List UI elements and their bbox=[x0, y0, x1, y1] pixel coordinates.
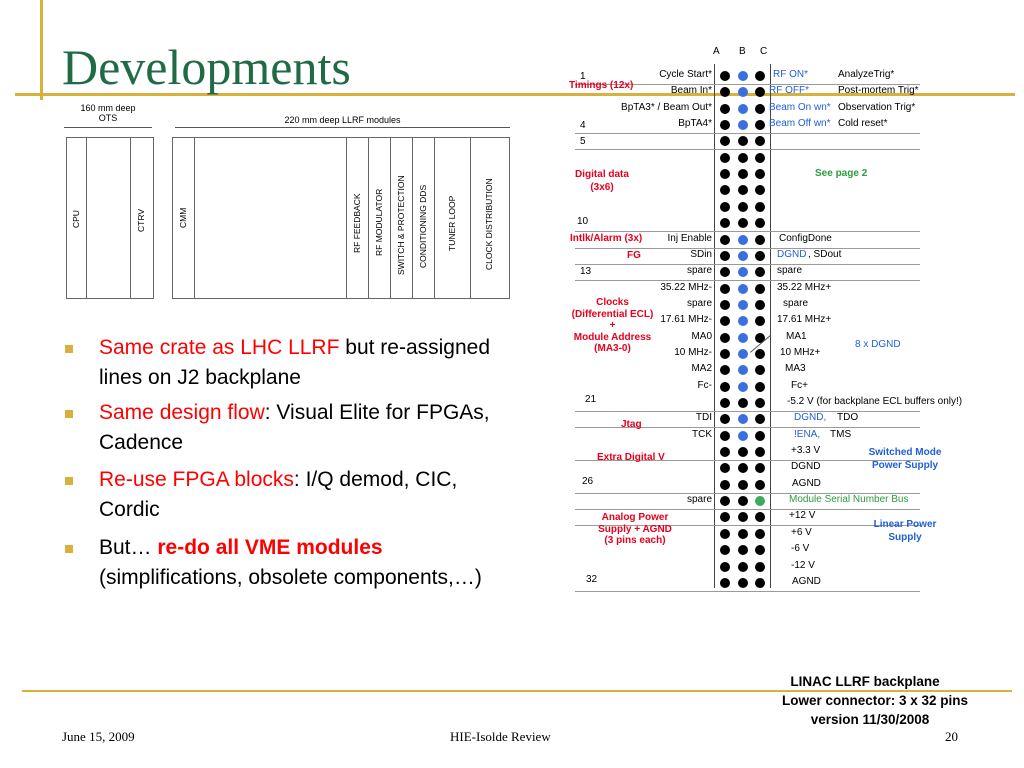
switched-mode-note: Switched Mode Power Supply bbox=[868, 447, 942, 471]
pin-A24 bbox=[720, 447, 730, 457]
row-separator bbox=[575, 264, 920, 265]
row-number: 32 bbox=[586, 574, 598, 585]
row-separator bbox=[575, 591, 920, 592]
pin-label-c: TMS bbox=[830, 429, 852, 440]
bullet-marker bbox=[65, 545, 73, 553]
pin-label-a: 17.61 MHz- bbox=[660, 314, 712, 325]
pin-B29 bbox=[738, 529, 748, 539]
pin-label-b: Beam On wn* bbox=[769, 102, 831, 113]
pin-label-a: SDin bbox=[690, 249, 712, 260]
row-separator bbox=[575, 231, 920, 232]
pin-A14 bbox=[720, 284, 730, 294]
pin-label-c: , SDout bbox=[808, 249, 842, 260]
slot-clock-distribution bbox=[470, 137, 510, 299]
pin-C24 bbox=[755, 447, 765, 457]
pin-A6 bbox=[720, 153, 730, 163]
row-number: 13 bbox=[580, 266, 592, 277]
slot-switch-protection bbox=[390, 137, 414, 299]
footer-title: HIE-Isolde Review bbox=[450, 729, 551, 744]
pin-label-a: Cycle Start* bbox=[659, 69, 712, 80]
bullet-highlight: Same design flow bbox=[99, 401, 265, 424]
pin-label-c: DGND bbox=[791, 461, 821, 472]
pin-A9 bbox=[720, 202, 730, 212]
pin-A29 bbox=[720, 529, 730, 539]
pin-label-a: spare bbox=[686, 298, 712, 309]
row-number: 26 bbox=[582, 476, 594, 487]
pin-label-c: -12 V bbox=[791, 560, 815, 571]
pin-B12 bbox=[738, 251, 748, 261]
pin-label-c: AGND bbox=[792, 478, 821, 489]
bullet-item bbox=[99, 398, 494, 458]
pin-label-a: Beam In* bbox=[670, 85, 712, 96]
row-separator bbox=[575, 149, 920, 150]
row-separator bbox=[575, 509, 920, 510]
slot-conditioning-dds bbox=[412, 137, 436, 299]
caption-line-1: LINAC LLRF backplane bbox=[790, 674, 940, 689]
pin-B24 bbox=[738, 447, 748, 457]
slot-llrf-spacer bbox=[194, 137, 348, 299]
pin-B23 bbox=[738, 431, 748, 441]
slot-tuner-loop bbox=[434, 137, 472, 299]
bullet-highlight: re-do all VME modules bbox=[157, 536, 383, 559]
pin-C23 bbox=[755, 431, 765, 441]
row-separator bbox=[575, 411, 920, 412]
column-header-b: B bbox=[739, 46, 746, 57]
bullet-highlight: Same crate as LHC LLRF bbox=[99, 336, 340, 359]
accent-vertical-line bbox=[40, 0, 43, 100]
group-label-clocks: Clocks (Differential ECL) + Module Address (MA3-0) bbox=[571, 297, 654, 354]
pin-label-c: -6 V bbox=[791, 543, 810, 554]
pin-B20 bbox=[738, 382, 748, 392]
pin-A20 bbox=[720, 382, 730, 392]
row-number: 10 bbox=[577, 216, 589, 227]
pin-B32 bbox=[738, 578, 748, 588]
group-label-extra-digital: Extra Digital V bbox=[597, 452, 665, 463]
pin-label-c: AGND bbox=[792, 576, 821, 587]
module-label: SWITCH & PROTECTION bbox=[396, 175, 406, 275]
accent-bottom-rule bbox=[22, 690, 1012, 692]
pin-C3 bbox=[755, 104, 765, 114]
pin-label-c: Post-mortem Trig* bbox=[838, 85, 919, 96]
pin-A15 bbox=[720, 300, 730, 310]
pin-C15 bbox=[755, 300, 765, 310]
pin-label-b: RF OFF* bbox=[769, 85, 809, 96]
module-label: RF FEEDBACK bbox=[352, 193, 362, 253]
bullet-marker bbox=[65, 477, 73, 485]
linear-power-note: Linear Power Supply bbox=[873, 519, 937, 543]
pin-C6 bbox=[755, 153, 765, 163]
pin-B15 bbox=[738, 300, 748, 310]
pin-C18 bbox=[755, 349, 765, 359]
pin-A23 bbox=[720, 431, 730, 441]
pin-B3 bbox=[738, 104, 748, 114]
bullet-item bbox=[99, 333, 494, 393]
slot-rf-modulator bbox=[368, 137, 392, 299]
module-label: TUNER LOOP bbox=[447, 195, 457, 251]
pin-label-a: spare bbox=[686, 265, 712, 276]
pin-label-c: spare bbox=[783, 298, 809, 309]
slot-cmm bbox=[172, 137, 196, 299]
pin-label-a: spare bbox=[686, 494, 712, 505]
pin-C26 bbox=[755, 480, 765, 490]
pin-label-c: spare bbox=[777, 265, 803, 276]
group-label-digital-data: Digital data (3x6) bbox=[575, 169, 629, 193]
pin-A21 bbox=[720, 398, 730, 408]
llrf-depth-label: 220 mm deep LLRF modules bbox=[284, 115, 401, 125]
page-number: 20 bbox=[945, 729, 958, 744]
llrf-depth-arrow bbox=[175, 127, 510, 128]
pin-A4 bbox=[720, 120, 730, 130]
pin-B9 bbox=[738, 202, 748, 212]
module-label: RF MODULATOR bbox=[374, 188, 384, 256]
see-page-note: See page 2 bbox=[815, 168, 868, 179]
pin-label-a: Fc- bbox=[697, 380, 712, 391]
pin-A31 bbox=[720, 562, 730, 572]
pin-C31 bbox=[755, 562, 765, 572]
bullet-marker bbox=[65, 410, 73, 418]
module-label: CTRV bbox=[136, 209, 146, 232]
module-label: CLOCK DISTRIBUTION bbox=[484, 178, 494, 270]
bullet-text: (simplifications, obsolete components,…) bbox=[99, 566, 482, 589]
pin-B11 bbox=[738, 235, 748, 245]
row-number: 1 bbox=[580, 71, 586, 82]
pin-C20 bbox=[755, 382, 765, 392]
pin-label-b: Beam Off wn* bbox=[769, 118, 831, 129]
pin-B18 bbox=[738, 349, 748, 359]
pin-A1 bbox=[720, 71, 730, 81]
slot-ctrv bbox=[130, 137, 154, 299]
pin-label-a: TDI bbox=[695, 412, 712, 423]
pin-C21 bbox=[755, 398, 765, 408]
group-label-interlock: Intlk/Alarm (3x) bbox=[570, 233, 643, 244]
pin-B1 bbox=[738, 71, 748, 81]
pin-label-c: DGND bbox=[777, 249, 807, 260]
pin-B6 bbox=[738, 153, 748, 163]
pin-C29 bbox=[755, 529, 765, 539]
row-number: 5 bbox=[580, 136, 586, 147]
row-number: 4 bbox=[580, 120, 586, 131]
pin-label-a: BpTA4* bbox=[678, 118, 712, 129]
row-number: 21 bbox=[585, 394, 597, 405]
bullet-text: : Visual Elite for FPGAs, Cadence bbox=[99, 401, 490, 454]
dgnd-count-note: 8 x DGND bbox=[855, 339, 901, 350]
group-label-timings: Timings (12x) bbox=[569, 80, 634, 91]
bullet-marker bbox=[65, 345, 73, 353]
caption-line-2: Lower connector: 3 x 32 pins bbox=[781, 693, 969, 708]
pin-label-a: BpTA3* / Beam Out* bbox=[621, 102, 712, 113]
group-label-jtag: Jtag bbox=[621, 419, 642, 430]
pin-label-c: ConfigDone bbox=[779, 233, 832, 244]
group-label-analog-power: Analog Power Supply + AGND (3 pins each) bbox=[598, 512, 672, 546]
pin-A32 bbox=[720, 578, 730, 588]
pin-B17 bbox=[738, 333, 748, 343]
pin-C4 bbox=[755, 120, 765, 130]
pin-A11 bbox=[720, 235, 730, 245]
bullet-item bbox=[99, 465, 494, 525]
pin-A17 bbox=[720, 333, 730, 343]
pin-label-c: DGND, bbox=[794, 412, 827, 423]
pin-label-c: +6 V bbox=[791, 527, 812, 538]
row-separator bbox=[575, 133, 920, 134]
pin-A18 bbox=[720, 349, 730, 359]
pin-label-c: +12 V bbox=[789, 510, 816, 521]
group-label-fg: FG bbox=[627, 250, 641, 261]
pin-C14 bbox=[755, 284, 765, 294]
footer-date: June 15, 2009 bbox=[62, 729, 135, 744]
bullet-text: : I/Q demod, CIC, Cordic bbox=[99, 468, 458, 521]
slot-cpu bbox=[66, 137, 88, 299]
pin-label-a: MA2 bbox=[691, 363, 712, 374]
bullet-text: but re-assigned lines on J2 backplane bbox=[99, 336, 491, 389]
ots-depth-arrow bbox=[64, 127, 152, 128]
pin-label-c: Module Serial Number Bus bbox=[789, 494, 909, 505]
module-label: CONDITIONING DDS bbox=[418, 184, 428, 268]
pin-label-a: TCK bbox=[692, 429, 712, 440]
pin-label-c: Fc+ bbox=[791, 380, 808, 391]
row-separator bbox=[575, 248, 920, 249]
pin-A12 bbox=[720, 251, 730, 261]
ots-depth-label: 160 mm deep OTS bbox=[80, 103, 136, 123]
bullet-prefix: But… bbox=[99, 536, 158, 559]
caption-line-3: version 11/30/2008 bbox=[810, 712, 930, 727]
slot-ots-spacer bbox=[86, 137, 132, 299]
pin-B21 bbox=[738, 398, 748, 408]
pin-label-a: 10 MHz- bbox=[674, 347, 712, 358]
pin-label-c: MA1 bbox=[786, 331, 807, 342]
slot-rf-feedback bbox=[346, 137, 370, 299]
column-header-a: A bbox=[713, 46, 720, 57]
slide-title: Developments bbox=[62, 39, 351, 95]
pin-A3 bbox=[720, 104, 730, 114]
pin-label-c: 35.22 MHz+ bbox=[777, 282, 832, 293]
pin-A26 bbox=[720, 480, 730, 490]
module-label: CMM bbox=[178, 207, 188, 228]
bullet-highlight: Re-use FPGA blocks bbox=[99, 468, 294, 491]
pin-C32 bbox=[755, 578, 765, 588]
pin-B4 bbox=[738, 120, 748, 130]
pin-C1 bbox=[755, 71, 765, 81]
pin-C12 bbox=[755, 251, 765, 261]
pin-label-c: 10 MHz+ bbox=[780, 347, 821, 358]
pin-label-c: !ENA, bbox=[794, 429, 821, 440]
pin-C11 bbox=[755, 235, 765, 245]
pin-label-c: 17.61 MHz+ bbox=[777, 314, 832, 325]
pin-label-a: MA0 bbox=[691, 331, 712, 342]
row-separator bbox=[575, 280, 920, 281]
pin-label-a: 35.22 MHz- bbox=[660, 282, 712, 293]
pin-label-c: AnalyzeTrig* bbox=[838, 69, 895, 80]
pin-C9 bbox=[755, 202, 765, 212]
pin-label-a: Inj Enable bbox=[667, 233, 712, 244]
pin-B14 bbox=[738, 284, 748, 294]
pin-label-b: RF ON* bbox=[773, 69, 808, 80]
pin-label-c: Observation Trig* bbox=[838, 102, 916, 113]
module-label: CPU bbox=[71, 210, 81, 228]
pin-label-c: TDO bbox=[837, 412, 859, 423]
pin-label-c: Cold reset* bbox=[838, 118, 888, 129]
pin-B31 bbox=[738, 562, 748, 572]
pin-label-c: -5.2 V (for backplane ECL buffers only!) bbox=[787, 396, 963, 407]
column-header-c: C bbox=[760, 46, 768, 57]
pin-label-c: MA3 bbox=[785, 363, 806, 374]
bullet-item bbox=[99, 533, 494, 593]
pin-B26 bbox=[738, 480, 748, 490]
pin-label-c: +3.3 V bbox=[791, 445, 821, 456]
